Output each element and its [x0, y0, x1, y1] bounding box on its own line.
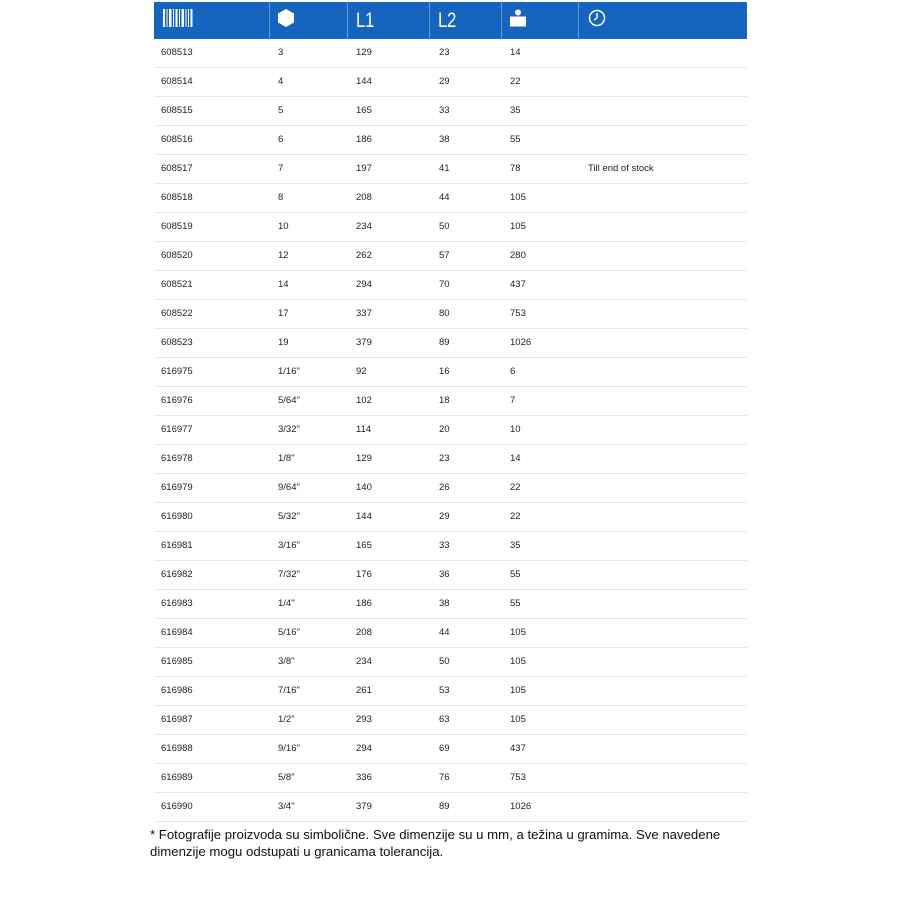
- l1-cell: 186: [356, 134, 372, 145]
- barcode-icon: [163, 8, 193, 33]
- l2-header: L2: [438, 8, 456, 32]
- weight-cell: 105: [510, 714, 526, 725]
- l1-cell: 261: [356, 685, 372, 696]
- article-number-cell: 608522: [161, 308, 193, 319]
- l1-cell: 186: [356, 598, 372, 609]
- l2-cell: 29: [439, 511, 450, 522]
- article-number-cell: 616982: [161, 569, 193, 580]
- size-cell: 6: [278, 134, 284, 145]
- size-cell: 9/64": [278, 482, 300, 493]
- l1-cell: 208: [356, 192, 372, 203]
- l1-cell: 144: [356, 511, 372, 522]
- l2-cell: 33: [439, 540, 450, 551]
- table-row: [154, 590, 747, 619]
- weight-cell: 14: [510, 453, 521, 464]
- l2-cell: 53: [439, 685, 450, 696]
- weight-cell: 105: [510, 685, 526, 696]
- table-row: [154, 126, 747, 155]
- table-header: [154, 2, 747, 39]
- size-cell: 1/8": [278, 453, 295, 464]
- size-cell: 3/16": [278, 540, 300, 551]
- article-number-cell: 616977: [161, 424, 193, 435]
- article-number-cell: 616986: [161, 685, 193, 696]
- weight-cell: 105: [510, 192, 526, 203]
- weight-cell: 10: [510, 424, 521, 435]
- weight-cell: 105: [510, 656, 526, 667]
- l2-cell: 29: [439, 76, 450, 87]
- table-row: [154, 358, 747, 387]
- l2-cell: 41: [439, 163, 450, 174]
- l2-cell: 50: [439, 656, 450, 667]
- weight-cell: 35: [510, 540, 521, 551]
- weight-cell: 105: [510, 221, 526, 232]
- table-row: [154, 474, 747, 503]
- column-l2: [438, 2, 460, 39]
- table-row: [154, 764, 747, 793]
- weight-cell: 35: [510, 105, 521, 116]
- article-number-cell: 616990: [161, 801, 193, 812]
- l1-cell: 165: [356, 540, 372, 551]
- weight-cell: 437: [510, 743, 526, 754]
- l1-cell: 129: [356, 453, 372, 464]
- weight-cell: 280: [510, 250, 526, 261]
- size-cell: 3/4": [278, 801, 295, 812]
- l2-cell: 44: [439, 627, 450, 638]
- l2-cell: 36: [439, 569, 450, 580]
- table-row: [154, 648, 747, 677]
- article-number-cell: 616975: [161, 366, 193, 377]
- weight-cell: 753: [510, 772, 526, 783]
- table-row: [154, 532, 747, 561]
- table-row: [154, 271, 747, 300]
- table-row: [154, 39, 747, 68]
- l2-cell: 70: [439, 279, 450, 290]
- l2-cell: 38: [439, 598, 450, 609]
- article-number-cell: 608513: [161, 47, 193, 58]
- article-number-cell: 616979: [161, 482, 193, 493]
- table-row: [154, 213, 747, 242]
- l1-cell: 176: [356, 569, 372, 580]
- l1-cell: 114: [356, 424, 372, 435]
- column-article-number: [163, 2, 193, 39]
- l1-cell: 379: [356, 337, 372, 348]
- size-cell: 5/32": [278, 511, 300, 522]
- article-number-cell: 616989: [161, 772, 193, 783]
- l2-cell: 16: [439, 366, 450, 377]
- size-cell: 5/16": [278, 627, 300, 638]
- size-cell: 5: [278, 105, 284, 116]
- weight-cell: 14: [510, 47, 521, 58]
- l1-cell: 337: [356, 308, 372, 319]
- article-number-cell: 616984: [161, 627, 193, 638]
- l1-cell: 165: [356, 105, 372, 116]
- weight-cell: 1026: [510, 337, 532, 348]
- table-row: [154, 503, 747, 532]
- article-number-cell: 608516: [161, 134, 193, 145]
- size-cell: 7/16": [278, 685, 300, 696]
- l2-cell: 26: [439, 482, 450, 493]
- article-number-cell: 616985: [161, 656, 193, 667]
- article-number-cell: 616981: [161, 540, 193, 551]
- size-cell: 7/32": [278, 569, 300, 580]
- column-availability: [588, 2, 606, 39]
- l2-cell: 80: [439, 308, 450, 319]
- weight-cell: 437: [510, 279, 526, 290]
- article-number-cell: 616976: [161, 395, 193, 406]
- weight-cell: 105: [510, 627, 526, 638]
- weight-cell: 22: [510, 482, 521, 493]
- size-cell: 1/16": [278, 366, 300, 377]
- l2-cell: 33: [439, 105, 450, 116]
- table-row: [154, 416, 747, 445]
- l1-cell: 197: [356, 163, 372, 174]
- l1-cell: 140: [356, 482, 372, 493]
- l2-cell: 57: [439, 250, 450, 261]
- table-row: [154, 677, 747, 706]
- l1-cell: 336: [356, 772, 372, 783]
- weight-cell: 55: [510, 569, 521, 580]
- size-cell: 3: [278, 47, 284, 58]
- l1-cell: 294: [356, 743, 372, 754]
- l2-cell: 76: [439, 772, 450, 783]
- size-cell: 8: [278, 192, 284, 203]
- l1-cell: 379: [356, 801, 372, 812]
- l1-header: L1: [356, 8, 374, 32]
- l1-cell: 234: [356, 656, 372, 667]
- size-cell: 5/64": [278, 395, 300, 406]
- availability-cell: Till end of stock: [588, 163, 654, 174]
- l1-cell: 129: [356, 47, 372, 58]
- article-number-cell: 608515: [161, 105, 193, 116]
- clock-icon: [588, 9, 606, 32]
- table-row: [154, 735, 747, 764]
- l2-cell: 89: [439, 337, 450, 348]
- weight-cell: 78: [510, 163, 521, 174]
- l2-cell: 44: [439, 192, 450, 203]
- l1-cell: 144: [356, 76, 372, 87]
- weight-cell: 753: [510, 308, 526, 319]
- article-number-cell: 616978: [161, 453, 193, 464]
- table-row: [154, 387, 747, 416]
- l2-cell: 50: [439, 221, 450, 232]
- l2-cell: 18: [439, 395, 450, 406]
- table-row: [154, 97, 747, 126]
- table-body: [154, 39, 747, 822]
- l2-cell: 63: [439, 714, 450, 725]
- column-weight: [509, 2, 527, 39]
- article-number-cell: 608519: [161, 221, 193, 232]
- l1-cell: 262: [356, 250, 372, 261]
- column-l1: [356, 2, 378, 39]
- size-cell: 5/8": [278, 772, 295, 783]
- article-number-cell: 616987: [161, 714, 193, 725]
- weight-cell: 22: [510, 511, 521, 522]
- footnote: * Fotografije proizvoda su simbolične. Sve dimenzije su u mm, a težina u gramima. Sve navedene dimenzije mogu odstupati u granicama tolerancija.: [150, 827, 721, 859]
- l1-cell: 208: [356, 627, 372, 638]
- article-number-cell: 616988: [161, 743, 193, 754]
- l2-cell: 89: [439, 801, 450, 812]
- l2-cell: 23: [439, 47, 450, 58]
- size-cell: 1/2": [278, 714, 295, 725]
- weight-cell: 22: [510, 76, 521, 87]
- l1-cell: 92: [356, 366, 367, 377]
- l1-cell: 293: [356, 714, 372, 725]
- size-cell: 4: [278, 76, 284, 87]
- size-cell: 1/4": [278, 598, 295, 609]
- size-cell: 7: [278, 163, 284, 174]
- size-cell: 9/16": [278, 743, 300, 754]
- article-number-cell: 608514: [161, 76, 193, 87]
- table-row: [154, 242, 747, 271]
- size-cell: 19: [278, 337, 289, 348]
- table-row: [154, 706, 747, 735]
- weight-cell: 55: [510, 134, 521, 145]
- size-cell: 14: [278, 279, 289, 290]
- l1-cell: 234: [356, 221, 372, 232]
- article-number-cell: 616980: [161, 511, 193, 522]
- l1-cell: 294: [356, 279, 372, 290]
- table-row: [154, 561, 747, 590]
- weight-cell: 55: [510, 598, 521, 609]
- table-row: [154, 68, 747, 97]
- article-number-cell: 608523: [161, 337, 193, 348]
- article-number-cell: 608518: [161, 192, 193, 203]
- column-size: [278, 2, 294, 39]
- size-cell: 3/8": [278, 656, 295, 667]
- l1-cell: 102: [356, 395, 372, 406]
- l2-cell: 69: [439, 743, 450, 754]
- table-row: [154, 619, 747, 648]
- article-number-cell: 608517: [161, 163, 193, 174]
- l2-cell: 20: [439, 424, 450, 435]
- table-row: [154, 300, 747, 329]
- weight-cell: 1026: [510, 801, 532, 812]
- size-cell: 17: [278, 308, 289, 319]
- weight-icon: [509, 9, 527, 32]
- table-row: [154, 329, 747, 358]
- table-row: [154, 155, 747, 184]
- weight-cell: 6: [510, 366, 516, 377]
- l2-cell: 38: [439, 134, 450, 145]
- table-row: [154, 793, 747, 822]
- l2-cell: 23: [439, 453, 450, 464]
- hexagon-icon: [278, 9, 294, 32]
- size-cell: 10: [278, 221, 289, 232]
- table-row: [154, 184, 747, 213]
- table-row: [154, 445, 747, 474]
- weight-cell: 7: [510, 395, 516, 406]
- product-table: [154, 2, 747, 822]
- article-number-cell: 616983: [161, 598, 193, 609]
- article-number-cell: 608521: [161, 279, 193, 290]
- article-number-cell: 608520: [161, 250, 193, 261]
- size-cell: 12: [278, 250, 289, 261]
- size-cell: 3/32": [278, 424, 300, 435]
